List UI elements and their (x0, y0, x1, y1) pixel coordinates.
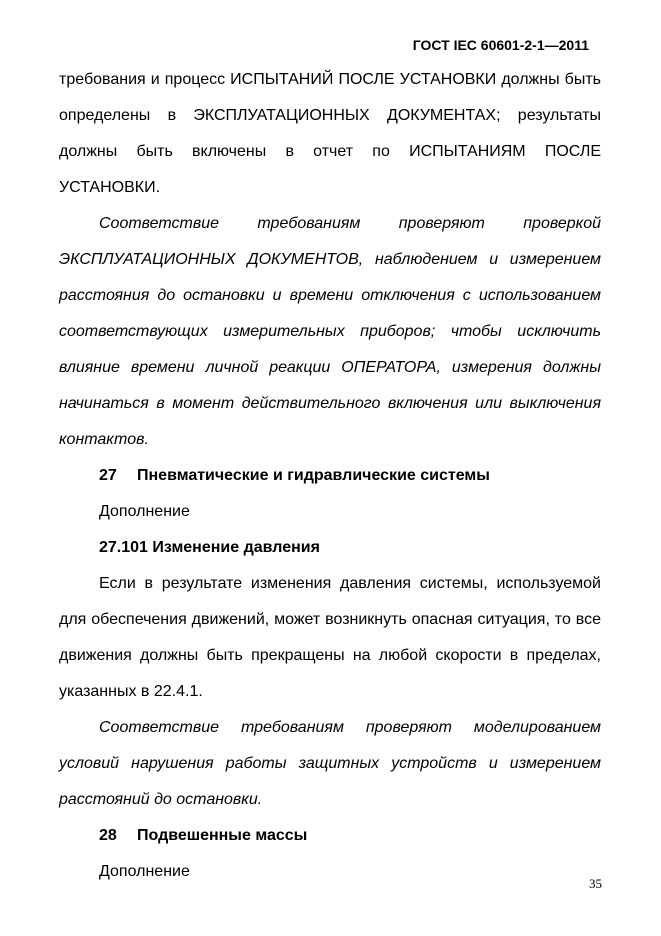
page-number: 35 (589, 876, 602, 891)
document-body (59, 62, 601, 890)
standard-header: ГОСТ IEC 60601-2-1—2011 (412, 37, 589, 53)
section-27-number: 27 (99, 467, 117, 484)
paragraph-installation-tests: требования и процесс ИСПЫТАНИЙ ПОСЛЕ УСТАНОВКИ должны быть определены в ЭКСПЛУАТАЦИОННЫХ ДОКУМЕНТАХ; результаты должны быть включены в отчет по ИСПЫТАНИЯМ ПОСЛЕ УСТАНОВКИ. (59, 71, 601, 196)
section-28-heading (59, 818, 601, 854)
section-27-title: Пневматические и гидравлические системы (137, 467, 490, 484)
section-28-addition: Дополнение (99, 863, 190, 880)
section-27-addition: Дополнение (99, 503, 190, 520)
subsection-27-101-heading: 27.101 Изменение давления (99, 539, 320, 556)
section-28-number: 28 (99, 827, 117, 844)
paragraph-compliance-check-2: Соответствие требованиям проверяют моделированием условий нарушения работы защитных устройств и измерением расстояний до остановки. (59, 719, 601, 808)
section-28-title: Подвешенные массы (137, 827, 308, 844)
paragraph-compliance-check-1: Соответствие требованиям проверяют проверкой ЭКСПЛУАТАЦИОННЫХ ДОКУМЕНТОВ, наблюдением и измерением расстояния до остановки и времени отключения с использованием соответствующих измерительных приборов; чтобы исключить влияние времени личной реакции ОПЕРАТОРА, измерения должны начинаться в момент действительного включения или выключения контактов. (59, 215, 601, 448)
section-27-heading (59, 458, 601, 494)
paragraph-pressure-change: Если в результате изменения давления системы, используемой для обеспечения движений, может возникнуть опасная ситуация, то все движения должны быть прекращены на любой скорости в пределах, указанных в 22.4.1. (59, 575, 601, 700)
